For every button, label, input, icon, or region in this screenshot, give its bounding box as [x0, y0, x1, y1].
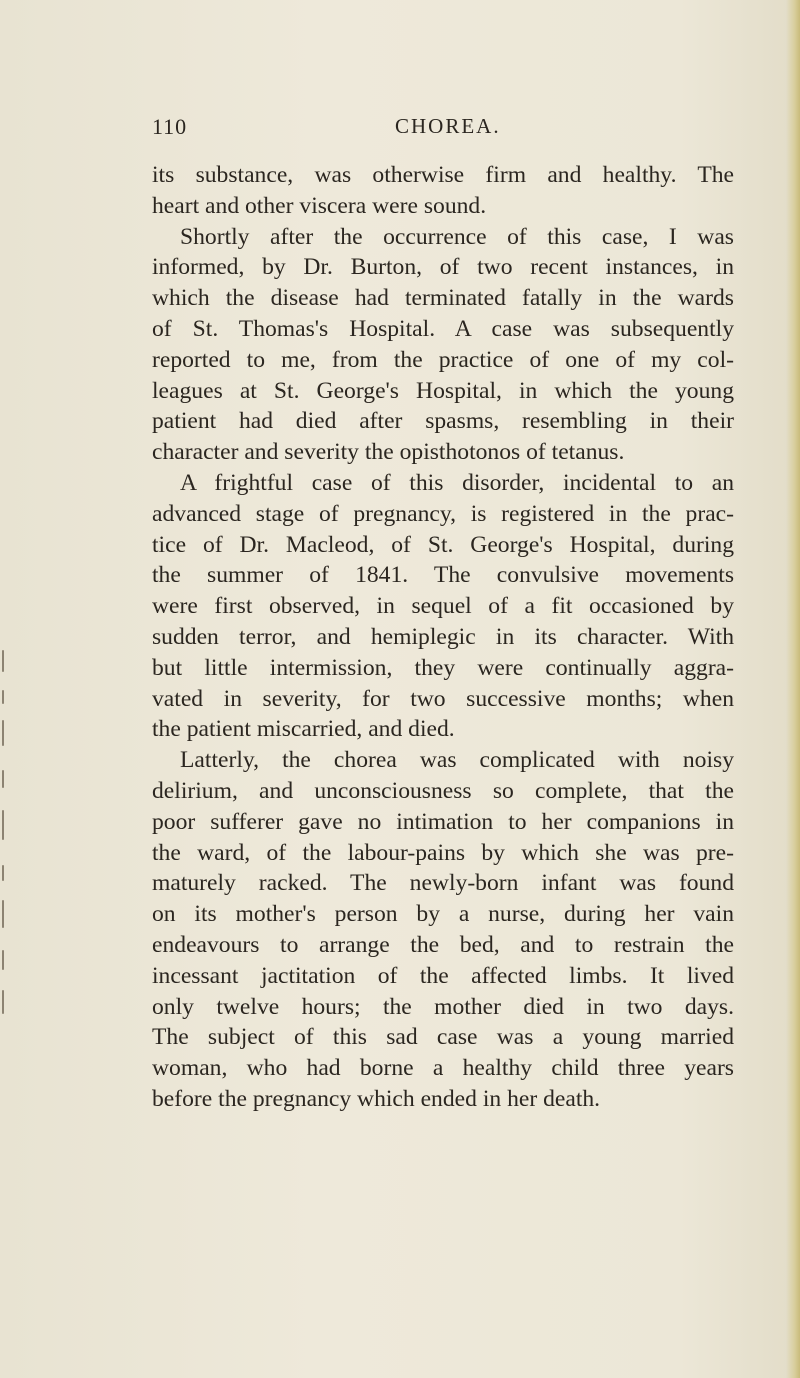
text-line: reported to me, from the practice of one of my col- [152, 346, 734, 373]
text-line: its substance, was otherwise firm and healthy. The [152, 162, 734, 188]
text-line: Latterly, the chorea was complicated with noisy [180, 747, 734, 774]
text-line: character and severity the opisthotonos of tetanus. [152, 439, 625, 466]
text-line: the patient miscarried, and died. [152, 716, 455, 743]
page-header [152, 114, 732, 144]
text-line: patient had died after spasms, resembling in their [152, 408, 734, 435]
text-line: A frightful case of this disorder, incidental to an [180, 469, 734, 496]
text-line: only twelve hours; the mother died in two days. [152, 993, 734, 1020]
gutter-marks [0, 650, 8, 1050]
page-number: 110 [152, 114, 188, 139]
text-line: the ward, of the labour-pains by which she was pre- [152, 839, 734, 866]
text-line: delirium, and unconsciousness so complete, that the [152, 777, 734, 804]
text-line: leagues at St. George's Hospital, in which the young [152, 377, 734, 404]
text-line: The subject of this sad case was a young married [152, 1024, 734, 1051]
text-line: informed, by Dr. Burton, of two recent instances, in [152, 254, 734, 281]
text-line: heart and other viscera were sound. [152, 192, 487, 219]
text-line: of St. Thomas's Hospital. A case was subsequently [152, 315, 734, 342]
text-line: but little intermission, they were continually aggra- [152, 654, 734, 681]
text-line: woman, who had borne a healthy child three years [152, 1055, 734, 1082]
text-line: the summer of 1841. The convulsive movements [152, 562, 734, 589]
text-line: endeavours to arrange the bed, and to restrain the [152, 931, 734, 958]
text-line: maturely racked. The newly-born infant was found [152, 870, 734, 897]
text-line: were first observed, in sequel of a fit occasioned by [152, 593, 734, 620]
text-line: advanced stage of pregnancy, is registered in the prac- [152, 500, 734, 527]
text-line: vated in severity, for two successive months; when [152, 685, 734, 712]
text-line: on its mother's person by a nurse, during her vain [152, 901, 734, 928]
body-text [152, 160, 734, 1115]
page-edge-shadow [786, 0, 800, 1378]
text-line: sudden terror, and hemiplegic in its character. With [152, 623, 734, 650]
text-line: tice of Dr. Macleod, of St. George's Hospital, during [152, 531, 734, 558]
text-line: incessant jactitation of the affected limbs. It lived [152, 962, 734, 989]
text-line: before the pregnancy which ended in her death. [152, 1085, 601, 1112]
text-line: poor sufferer gave no intimation to her companions in [152, 808, 734, 835]
text-line: Shortly after the occurrence of this case, I was [180, 223, 734, 250]
running-title: CHOREA. [395, 114, 501, 138]
text-line: which the disease had terminated fatally in the wards [152, 285, 734, 312]
